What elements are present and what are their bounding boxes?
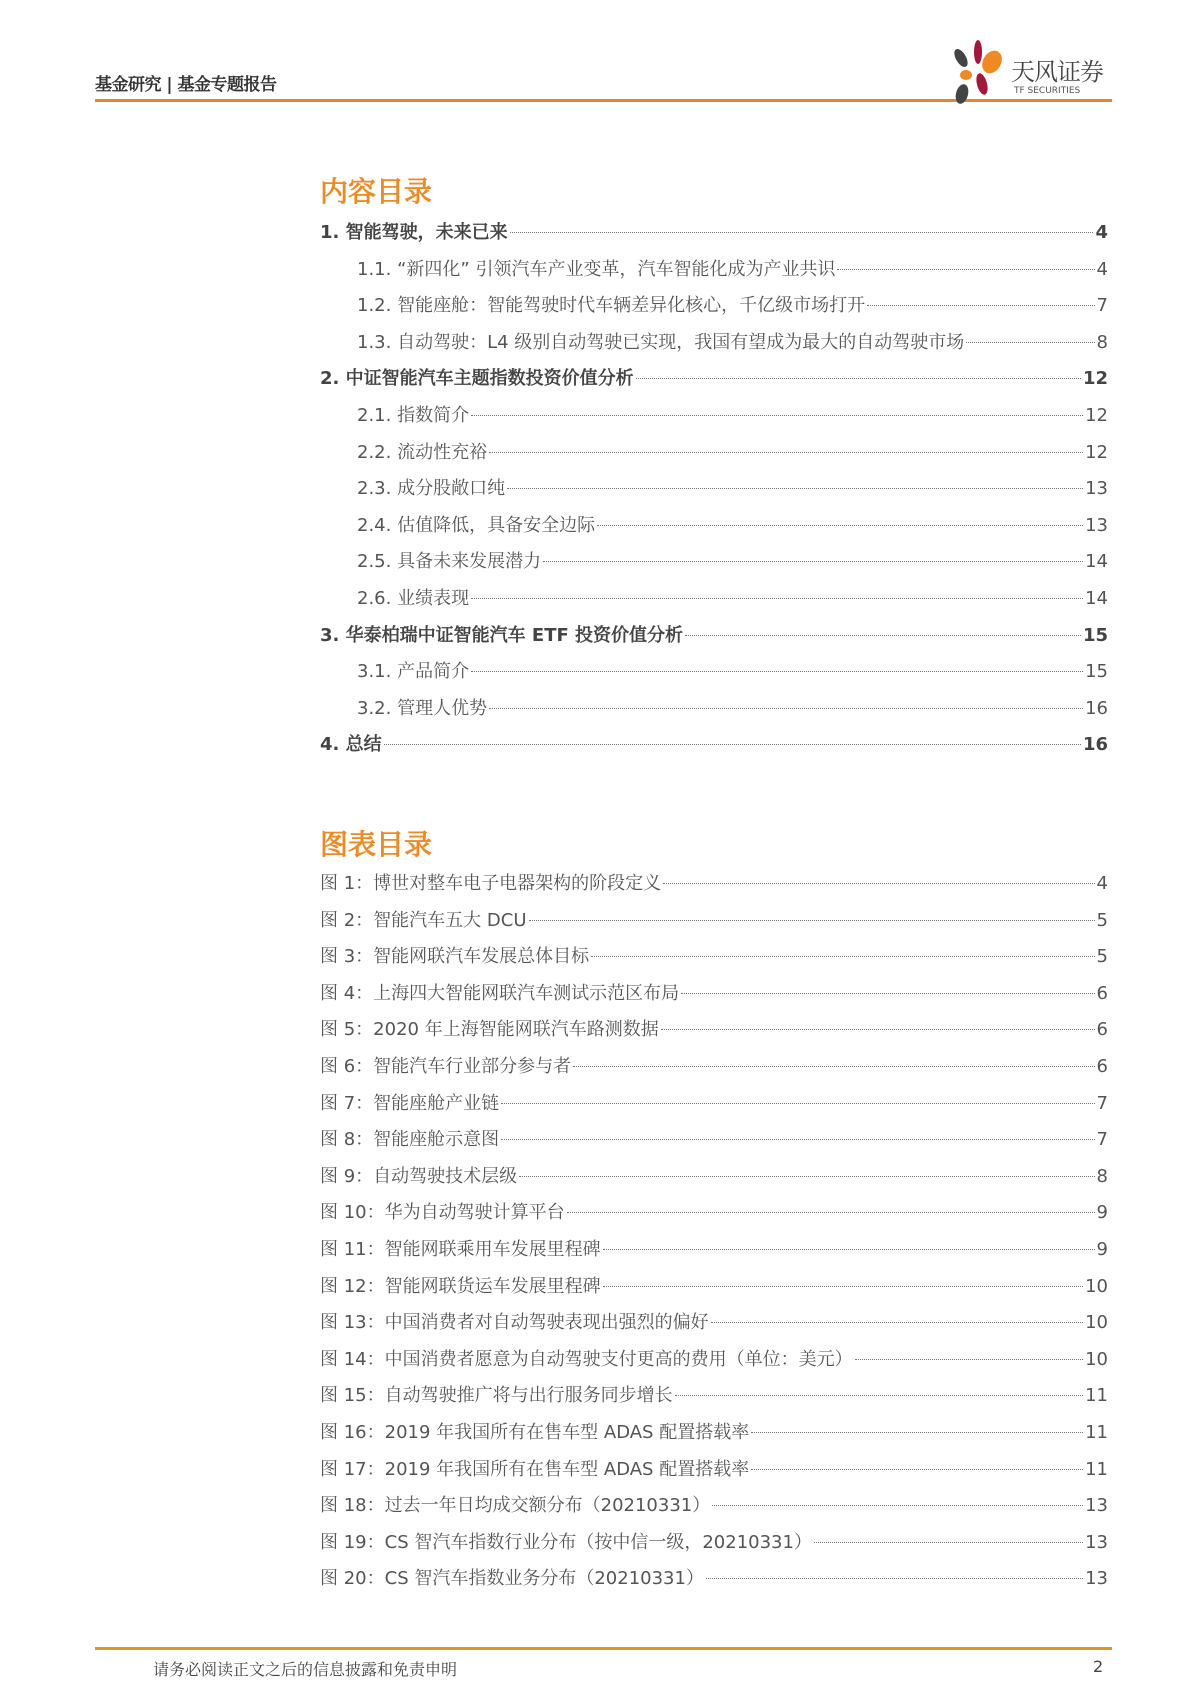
figure-entry[interactable] <box>320 1159 1108 1196</box>
dot-leader <box>685 635 1081 636</box>
dot-leader <box>867 305 1094 306</box>
entry-page-number: 10 <box>1085 1312 1108 1334</box>
entry-page-number: 9 <box>1096 1202 1108 1224</box>
toc-entry[interactable] <box>320 471 1108 508</box>
logo-en-text: TF SECURITIES <box>1014 86 1081 96</box>
entry-label: 3.2. 管理人优势 <box>357 697 488 719</box>
entry-page-number: 9 <box>1096 1238 1108 1260</box>
dot-leader <box>814 1542 1083 1543</box>
dot-leader <box>837 269 1094 270</box>
entry-page-number: 14 <box>1085 551 1108 573</box>
entry-label: 2.3. 成分股敞口纯 <box>357 478 506 500</box>
figure-entry[interactable] <box>320 1452 1108 1489</box>
logo-cn-text: 天风证券 <box>1011 58 1103 86</box>
toc-entry[interactable] <box>320 215 1108 252</box>
entry-page-number: 6 <box>1096 1055 1108 1077</box>
entry-page-number: 4 <box>1096 258 1108 280</box>
figure-entry[interactable] <box>320 1525 1108 1562</box>
entry-page-number: 7 <box>1096 295 1108 317</box>
figure-entry[interactable] <box>320 976 1108 1013</box>
toc-entry[interactable] <box>320 288 1108 325</box>
entry-label: 图 10：华为自动驾驶计算平台 <box>320 1202 565 1224</box>
entry-page-number: 11 <box>1085 1385 1108 1407</box>
dot-leader <box>471 671 1083 672</box>
dot-leader <box>966 342 1094 343</box>
entry-label: 图 15：自动驾驶推广将与出行服务同步增长 <box>320 1385 673 1407</box>
dot-leader <box>471 598 1083 599</box>
entry-page-number: 12 <box>1085 404 1108 426</box>
entry-page-number: 6 <box>1096 1019 1108 1041</box>
entry-label: 2.6. 业绩表现 <box>357 587 470 609</box>
figure-entry[interactable] <box>320 1086 1108 1123</box>
toc-entry[interactable] <box>320 398 1108 435</box>
dot-leader <box>597 525 1083 526</box>
entry-label: 图 12：智能网联货运车发展里程碑 <box>320 1275 601 1297</box>
entry-page-number: 13 <box>1085 1531 1108 1553</box>
figure-entry[interactable] <box>320 1012 1108 1049</box>
entry-label: 1. 智能驾驶，未来已来 <box>320 222 508 243</box>
dot-leader <box>489 708 1083 709</box>
entry-label: 图 14：中国消费者愿意为自动驾驶支付更高的费用（单位：美元） <box>320 1348 853 1370</box>
entry-label: 2.1. 指数简介 <box>357 404 470 426</box>
entry-label: 图 2：智能汽车五大 DCU <box>320 909 527 931</box>
entry-label: 2.4. 估值降低，具备安全边际 <box>357 514 596 536</box>
toc-entry[interactable] <box>320 581 1108 618</box>
dot-leader <box>489 452 1083 453</box>
toc-entry[interactable] <box>320 361 1108 398</box>
entry-label: 1.2. 智能座舱：智能驾驶时代车辆差异化核心，千亿级市场打开 <box>357 295 866 317</box>
dot-leader <box>855 1359 1083 1360</box>
dot-leader <box>543 561 1083 562</box>
figure-entry[interactable] <box>320 1269 1108 1306</box>
entry-label: 图 9：自动驾驶技术层级 <box>320 1165 518 1187</box>
dot-leader <box>573 1066 1094 1067</box>
figure-entry[interactable] <box>320 1122 1108 1159</box>
entry-page-number: 11 <box>1085 1458 1108 1480</box>
entry-label: 图 18：过去一年日均成交额分布（20210331） <box>320 1495 711 1517</box>
dot-leader <box>471 415 1083 416</box>
entry-page-number: 13 <box>1085 1568 1108 1590</box>
entry-page-number: 12 <box>1082 368 1108 390</box>
dot-leader <box>751 1432 1083 1433</box>
dot-leader <box>706 1578 1083 1579</box>
entry-label: 图 4：上海四大智能网联汽车测试示范区布局 <box>320 982 680 1004</box>
dot-leader <box>510 232 1094 233</box>
figure-entry[interactable] <box>320 1195 1108 1232</box>
entry-label: 1.3. 自动驾驶：L4 级别自动驾驶已实现，我国有望成为最大的自动驾驶市场 <box>357 331 965 353</box>
entry-page-number: 10 <box>1085 1275 1108 1297</box>
report-header-title: 基金研究 | 基金专题报告 <box>95 75 277 95</box>
toc-entry[interactable] <box>320 691 1108 728</box>
toc-entry[interactable] <box>320 654 1108 691</box>
dot-leader <box>507 488 1083 489</box>
toc-entry[interactable] <box>320 727 1108 764</box>
figure-entry[interactable] <box>320 1342 1108 1379</box>
entry-page-number: 16 <box>1082 734 1108 756</box>
dot-leader <box>663 883 1094 884</box>
entry-label: 图 3：智能网联汽车发展总体目标 <box>320 946 590 968</box>
dot-leader <box>603 1249 1095 1250</box>
figures-title: 图表目录 <box>320 828 433 861</box>
entry-page-number: 4 <box>1095 222 1108 243</box>
entry-page-number: 13 <box>1085 478 1108 500</box>
table-of-contents <box>320 215 1108 764</box>
entry-page-number: 15 <box>1082 624 1108 646</box>
figure-entry[interactable] <box>320 1488 1108 1525</box>
entry-label: 图 20：CS 智汽车指数业务分布（20210331） <box>320 1568 704 1590</box>
page-number: 2 <box>1093 1657 1104 1676</box>
footer-disclaimer: 请务必阅读正文之后的信息披露和免责申明 <box>153 1660 458 1679</box>
toc-entry[interactable] <box>320 508 1108 545</box>
entry-label: 1.1. “新四化” 引领汽车产业变革，汽车智能化成为产业共识 <box>357 258 836 280</box>
entry-label: 图 8：智能座舱示意图 <box>320 1129 500 1151</box>
entry-page-number: 11 <box>1085 1421 1108 1443</box>
entry-label: 图 19：CS 智汽车指数行业分布（按中信一级，20210331） <box>320 1531 812 1553</box>
dot-leader <box>681 993 1094 994</box>
figure-entry[interactable] <box>320 1561 1108 1598</box>
dot-leader <box>501 1103 1094 1104</box>
figure-list <box>320 866 1108 1598</box>
dot-leader <box>675 1395 1083 1396</box>
entry-label: 3. 华泰柏瑞中证智能汽车 ETF 投资价值分析 <box>320 624 684 646</box>
dot-leader <box>384 744 1081 745</box>
dot-leader <box>603 1286 1083 1287</box>
figure-entry[interactable] <box>320 1049 1108 1086</box>
figure-entry[interactable] <box>320 903 1108 940</box>
entry-label: 图 16：2019 年我国所有在售车型 ADAS 配置搭载率 <box>320 1421 750 1443</box>
dot-leader <box>661 1029 1095 1030</box>
entry-label: 4. 总结 <box>320 734 382 756</box>
entry-label: 2.5. 具备未来发展潜力 <box>357 551 542 573</box>
dot-leader <box>529 920 1095 921</box>
entry-page-number: 5 <box>1096 909 1108 931</box>
toc-entry[interactable] <box>320 544 1108 581</box>
toc-entry[interactable] <box>320 252 1108 289</box>
figure-entry[interactable] <box>320 866 1108 903</box>
entry-label: 图 17：2019 年我国所有在售车型 ADAS 配置搭载率 <box>320 1458 750 1480</box>
dot-leader <box>591 956 1094 957</box>
entry-page-number: 8 <box>1096 331 1108 353</box>
dot-leader <box>711 1322 1083 1323</box>
figure-entry[interactable] <box>320 939 1108 976</box>
entry-page-number: 15 <box>1085 661 1108 683</box>
entry-label: 3.1. 产品简介 <box>357 661 470 683</box>
dot-leader <box>567 1212 1095 1213</box>
entry-page-number: 7 <box>1096 1092 1108 1114</box>
entry-page-number: 6 <box>1096 982 1108 1004</box>
toc-entry[interactable] <box>320 618 1108 655</box>
entry-label: 图 13：中国消费者对自动驾驶表现出强烈的偏好 <box>320 1312 709 1334</box>
entry-page-number: 5 <box>1096 946 1108 968</box>
footer-divider <box>95 1647 1112 1650</box>
figure-entry[interactable] <box>320 1232 1108 1269</box>
toc-entry[interactable] <box>320 435 1108 472</box>
dot-leader <box>501 1139 1094 1140</box>
entry-page-number: 14 <box>1085 587 1108 609</box>
entry-label: 图 7：智能座舱产业链 <box>320 1092 500 1114</box>
tf-securities-logo <box>948 38 1118 108</box>
entry-page-number: 13 <box>1085 514 1108 536</box>
entry-label: 2. 中证智能汽车主题指数投资价值分析 <box>320 368 634 390</box>
figure-entry[interactable] <box>320 1305 1108 1342</box>
entry-label: 图 6：智能汽车行业部分参与者 <box>320 1055 572 1077</box>
entry-label: 图 5：2020 年上海智能网联汽车路测数据 <box>320 1019 659 1041</box>
entry-page-number: 8 <box>1096 1165 1108 1187</box>
entry-page-number: 12 <box>1085 441 1108 463</box>
entry-label: 图 11：智能网联乘用车发展里程碑 <box>320 1238 601 1260</box>
dot-leader <box>519 1176 1094 1177</box>
logo-petals-icon <box>948 38 1008 108</box>
entry-label: 图 1：博世对整车电子电器架构的阶段定义 <box>320 873 662 894</box>
dot-leader <box>636 378 1081 379</box>
figure-entry[interactable] <box>320 1415 1108 1452</box>
entry-page-number: 13 <box>1085 1495 1108 1517</box>
toc-entry[interactable] <box>320 325 1108 362</box>
entry-label: 2.2. 流动性充裕 <box>357 441 488 463</box>
entry-page-number: 10 <box>1085 1348 1108 1370</box>
entry-page-number: 7 <box>1096 1129 1108 1151</box>
toc-title: 内容目录 <box>320 175 433 208</box>
dot-leader <box>712 1505 1083 1506</box>
entry-page-number: 16 <box>1085 697 1108 719</box>
entry-page-number: 4 <box>1096 873 1108 894</box>
figure-entry[interactable] <box>320 1378 1108 1415</box>
dot-leader <box>751 1469 1083 1470</box>
